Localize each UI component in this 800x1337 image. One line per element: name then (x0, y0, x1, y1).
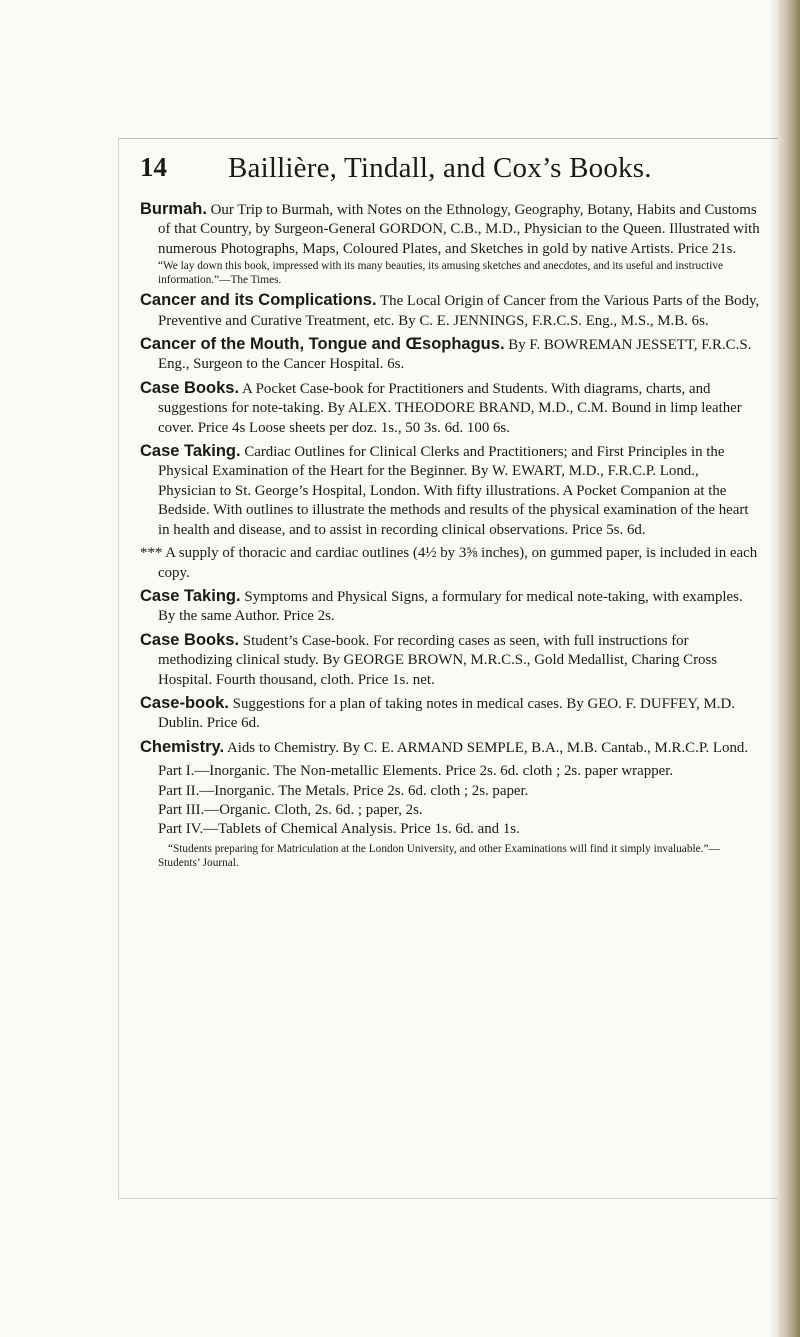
entry-press-note: “We lay down this book, impressed with its many beauties, its amusing sketches and anecdotes, and its useful and instructive information.”—The Times. (158, 260, 724, 287)
entry-text: Our Trip to Burmah, with Notes on the Ethnology, Geography, Botany, Habits and Customs of that Country, by Surgeon-General GORDON, C.B., M.D., Physician to the Queen. Illustrated with numerous Photographs, Maps, Coloured Plates, and Sketches in gold by native Artists. Price 21s. (158, 202, 760, 257)
catalogue-entry (140, 335, 760, 375)
entry-heading: Chemistry. (140, 737, 225, 756)
entry-heading: Cancer and its Complications. (140, 291, 377, 310)
chemistry-part: Part II.—Inorganic. The Metals. Price 2s. 6d. cloth ; 2s. paper. (158, 782, 529, 799)
press-review: “Students preparing for Matriculation at the London University, and other Examinations will find it simply invaluable.”—Students’ Journal. (158, 842, 720, 869)
entry-text: The Local Origin of Cancer from the Various Parts of the Body, Preventive and Curative Treatment, etc. By C. E. JENNINGS, F.R.C.S. Eng., M.S., M.B. 6s. (158, 293, 760, 329)
catalogue-entry (140, 291, 760, 331)
entry-heading: Case Books. (140, 630, 240, 649)
chemistry-part: Part IV.—Tablets of Chemical Analysis. Price 1s. 6d. and 1s. (158, 821, 520, 838)
catalogue-entry (140, 379, 760, 438)
catalogue-entry (140, 442, 760, 540)
page-shadow (768, 0, 778, 1337)
page-border-top (118, 138, 778, 139)
entry-heading: Cancer of the Mouth, Tongue and Œsophagus. (140, 335, 505, 354)
chemistry-part: Part I.—Inorganic. The Non-metallic Elements. Price 2s. 6d. cloth ; 2s. paper wrapper. (158, 763, 674, 780)
entry-text: Cardiac Outlines for Clinical Clerks and Practitioners; and First Principles in the Physical Examination of the Heart for the Beginner. By W. EWART, M.D., F.R.C.P. Lond., Physician to St. George’s Hospital, London. With fifty illustrations. A Pocket Companion at the Bedside. With outlines to illustrate the methods and results of the physical examination of the heart in health and disease, and to assist in recording clinical observations. Price 5s. 6d. (158, 444, 749, 538)
entry-heading: Burmah. (140, 200, 207, 218)
supply-note-text: *** A supply of thoracic and cardiac outlines (4½ by 3⅝ inches), on gummed paper, is included in each copy. (140, 545, 758, 581)
entry-text: Suggestions for a plan of taking notes in medical cases. By GEO. F. DUFFEY, M.D. Dublin. Price 6d. (158, 695, 735, 732)
entry-text: Symptoms and Physical Signs, a formulary for medical note-taking, with examples. By the same Author. Price 2s. (158, 588, 743, 625)
entry-heading: Case-book. (140, 693, 229, 712)
supply-note (140, 544, 760, 583)
page-header (140, 152, 740, 192)
chemistry-parts-list (140, 762, 760, 840)
entry-text: Student’s Case-book. For recording cases as seen, with full instructions for methodizing clinical study. By GEORGE BROWN, M.R.C.S., Gold Medallist, Charing Cross Hospital. Fourth thousand, cloth. Price 1s. net. (158, 632, 718, 688)
catalogue-entry (140, 738, 760, 758)
entry-text: By F. BOWREMAN JESSETT, F.R.C.S. Eng., Surgeon to the Cancer Hospital. 6s. (158, 337, 752, 373)
page-border-left (118, 138, 119, 1198)
entry-heading: Case Books. (140, 378, 240, 397)
catalogue-content (140, 200, 760, 870)
running-title: Baillière, Tindall, and Cox’s Books. (228, 152, 652, 184)
page-border-bottom (118, 1198, 778, 1199)
catalogue-entry (140, 587, 760, 627)
page-number: 14 (140, 152, 167, 182)
catalogue-entry (140, 631, 760, 690)
entry-text: A Pocket Case-book for Practitioners and Students. With diagrams, charts, and suggestions for note-taking. By ALEX. THEODORE BRAND, M.D., C.M. Bound in limp leather cover. Price 4s Loose sheets per doz. 1s., 50 3s. 6d. 100 6s. (158, 380, 742, 436)
catalogue-entry (140, 694, 760, 734)
chemistry-part: Part III.—Organic. Cloth, 2s. 6d. ; paper, 2s. (158, 801, 423, 818)
book-edge (778, 0, 800, 1337)
catalogue-entry (140, 200, 760, 287)
entry-heading: Case Taking. (140, 442, 241, 461)
entry-heading: Case Taking. (140, 586, 241, 605)
entry-text: Aids to Chemistry. By C. E. ARMAND SEMPLE, B.A., M.B. Cantab., M.R.C.P. Lond. (226, 739, 749, 756)
